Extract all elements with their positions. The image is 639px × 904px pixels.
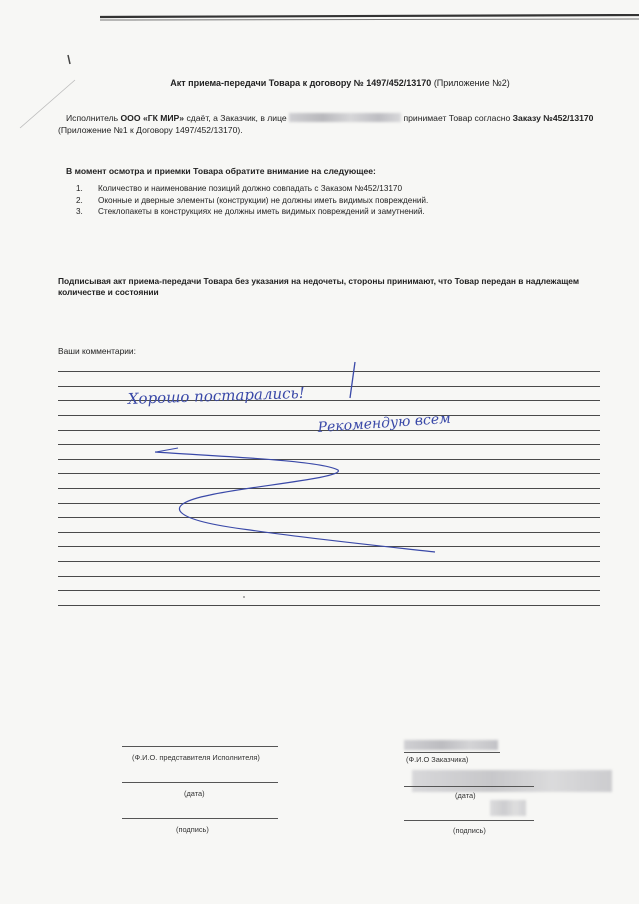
comments-label: Ваши комментарии: xyxy=(58,346,136,356)
ruled-line xyxy=(58,488,600,489)
ruled-line xyxy=(58,503,600,504)
ruled-line xyxy=(58,576,600,577)
ruled-line xyxy=(58,459,600,460)
executor-name-line xyxy=(122,746,278,747)
ruled-line xyxy=(58,400,600,401)
redacted-customer-sign xyxy=(490,800,526,816)
customer-sign-line xyxy=(404,820,534,821)
ruled-line xyxy=(58,532,600,533)
executor-date-line xyxy=(122,782,278,783)
redacted-customer-name xyxy=(404,740,498,750)
redacted-customer-date xyxy=(412,770,612,792)
attention-heading: В момент осмотра и приемки Товара обратите внимание на следующее: xyxy=(66,166,376,176)
executor-name-caption: (Ф.И.О. представителя Исполнителя) xyxy=(132,753,260,762)
comment-lines xyxy=(58,0,600,904)
executor-date-caption: (дата) xyxy=(184,789,205,798)
customer-name-line xyxy=(404,752,500,753)
ruled-line xyxy=(58,590,600,591)
executor-sign-caption: (подпись) xyxy=(176,825,209,834)
ruled-line xyxy=(58,517,600,518)
list-item: 2. Оконные и дверные элементы (конструкции) не должны иметь видимых повреждений. xyxy=(76,195,429,205)
ruled-line xyxy=(58,430,600,431)
list-item: 3. Стеклопакеты в конструкциях не должны иметь видимых повреждений и замутнений. xyxy=(76,207,425,216)
ruled-line xyxy=(58,605,600,606)
customer-date-line xyxy=(404,786,534,787)
ruled-line xyxy=(58,386,600,387)
signing-note: Подписывая акт приема-передачи Товара без указания на недочеты, стороны принимают, что Товар передан в надлежащем количестве и состоянии xyxy=(58,276,580,297)
intro-paragraph: Исполнитель ООО «ГК МИР» сдаёт, а Заказчик, в лице принимает Товар согласно Заказу №452/13170 (Приложение №1 к Договору 1497/452/13170). xyxy=(58,113,594,135)
customer-sign-caption: (подпись) xyxy=(453,826,486,835)
customer-name-caption: (Ф.И.О Заказчика) xyxy=(406,755,469,764)
handwritten-comment-1: Хорошо постарались! xyxy=(127,383,306,408)
list-item: 1. Количество и наименование позиций должно совпадать с Заказом №452/13170 xyxy=(76,184,403,193)
ruled-line xyxy=(58,371,600,372)
customer-date-caption: (дата) xyxy=(455,791,476,800)
handwritten-comment-2: Рекомендую всем xyxy=(317,410,452,436)
ruled-line xyxy=(58,415,600,416)
ruled-line xyxy=(58,561,600,562)
ruled-line xyxy=(58,546,600,547)
ruled-line xyxy=(58,444,600,445)
page-title: Акт приема-передачи Товара к договору № 1497/452/13170 (Приложение №2) xyxy=(170,78,510,88)
executor-sign-line xyxy=(122,818,278,819)
ruled-line xyxy=(58,473,600,474)
